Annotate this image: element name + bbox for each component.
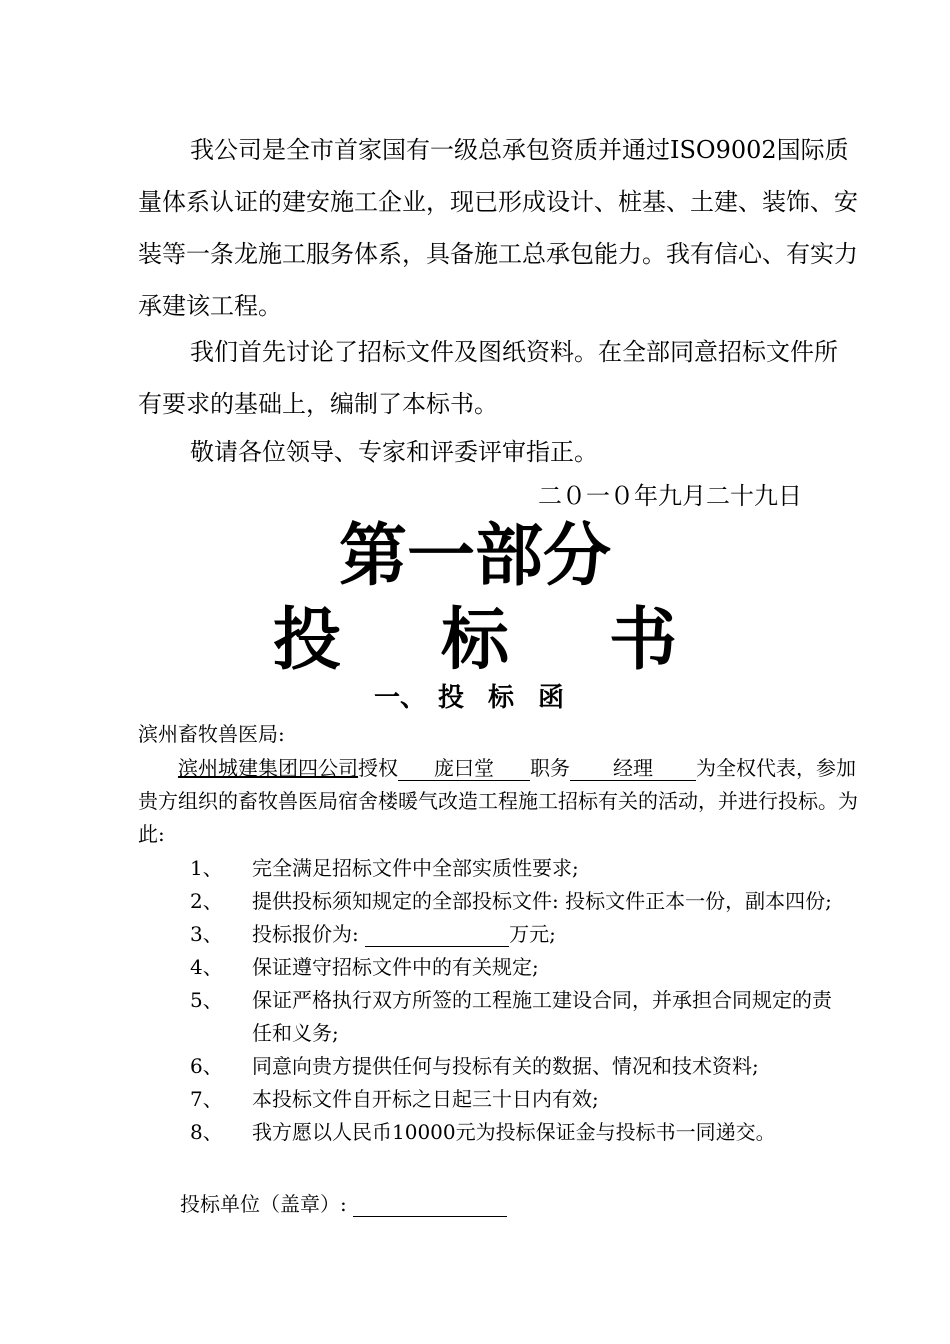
book-title-char-2: 标 bbox=[441, 601, 510, 680]
bidder-seal-field[interactable] bbox=[353, 1192, 507, 1217]
intro-paragraph-1: 我公司是全市首家国有一级总承包资质并通过ISO9002国际质量体系认证的建安施工企业，现已形成设计、桩基、土建、装饰、安装等一条龙施工服务体系，具备施工总承包能力。我有信心、有实力承建该工程。 bbox=[138, 136, 858, 320]
bid-price-field[interactable] bbox=[365, 922, 509, 947]
document-date: 二０一０年九月二十九日 bbox=[538, 482, 802, 510]
intro-paragraph-2: 我们首先讨论了招标文件及图纸资料。在全部同意招标文件所有要求的基础上，编制了本标书。 bbox=[138, 338, 838, 418]
commitment-list bbox=[190, 852, 850, 1149]
item-number: 4、 bbox=[190, 955, 223, 979]
bidder-company: 滨州城建集团四公司 bbox=[178, 756, 358, 780]
authorization-text: 为全权代表，参加贵方组织的畜牧兽医局宿舍楼暖气改造工程施工招标有关的活动，并进行投标。为此: bbox=[138, 756, 858, 846]
item-text: 本投标文件自开标之日起三十日内有效; bbox=[252, 1087, 599, 1111]
intro-paragraph-3: 敬请各位领导、专家和评委评审指正。 bbox=[190, 438, 598, 466]
letter-title-prefix: 一、 bbox=[373, 683, 426, 713]
authorize-word: 授权 bbox=[358, 756, 398, 780]
item-number: 2、 bbox=[190, 889, 223, 913]
list-item bbox=[190, 984, 850, 1050]
list-item bbox=[190, 1083, 850, 1116]
item-number: 6、 bbox=[190, 1054, 223, 1078]
letter-title-char-3: 函 bbox=[538, 683, 565, 713]
item-number: 5、 bbox=[190, 988, 223, 1012]
list-item bbox=[190, 852, 850, 885]
book-title-char-3: 书 bbox=[609, 601, 678, 680]
list-item bbox=[190, 951, 850, 984]
bidder-seal-label: 投标单位（盖章）: bbox=[180, 1192, 347, 1216]
book-title-char-1: 投 bbox=[273, 601, 342, 680]
item-number: 7、 bbox=[190, 1087, 223, 1111]
item-text: 投标报价为: bbox=[252, 922, 359, 946]
list-item bbox=[190, 1050, 850, 1083]
book-title bbox=[0, 596, 950, 686]
item-number: 3、 bbox=[190, 922, 223, 946]
letter-title-char-1: 投 bbox=[437, 683, 464, 713]
authorization-paragraph bbox=[138, 752, 862, 851]
signature-line bbox=[180, 1188, 507, 1220]
item-text-unit: 万元; bbox=[509, 922, 556, 946]
item-text: 提供投标须知规定的全部投标文件: 投标文件正本一份，副本四份; bbox=[252, 889, 832, 913]
representative-name-field[interactable]: 庞曰堂 bbox=[398, 756, 530, 781]
item-text: 同意向贵方提供任何与投标有关的数据、情况和技术资料; bbox=[252, 1054, 759, 1078]
item-text: 完全满足招标文件中全部实质性要求; bbox=[252, 856, 579, 880]
part-title: 第一部分 bbox=[338, 517, 611, 596]
letter-title bbox=[0, 676, 950, 720]
list-item bbox=[190, 1116, 850, 1149]
list-item bbox=[190, 885, 850, 918]
item-text: 我方愿以人民币10000元为投标保证金与投标书一同递交。 bbox=[252, 1120, 776, 1144]
list-item bbox=[190, 918, 850, 951]
item-text: 保证严格执行双方所签的工程施工建设合同，并承担合同规定的责任和义务; bbox=[252, 988, 832, 1045]
position-field[interactable]: 经理 bbox=[570, 756, 696, 781]
item-number: 8、 bbox=[190, 1120, 223, 1144]
position-label: 职务 bbox=[530, 756, 570, 780]
letter-title-char-2: 标 bbox=[488, 683, 515, 713]
item-number: 1、 bbox=[190, 856, 223, 880]
addressee: 滨州畜牧兽医局: bbox=[138, 722, 285, 746]
item-text: 保证遵守招标文件中的有关规定; bbox=[252, 955, 539, 979]
